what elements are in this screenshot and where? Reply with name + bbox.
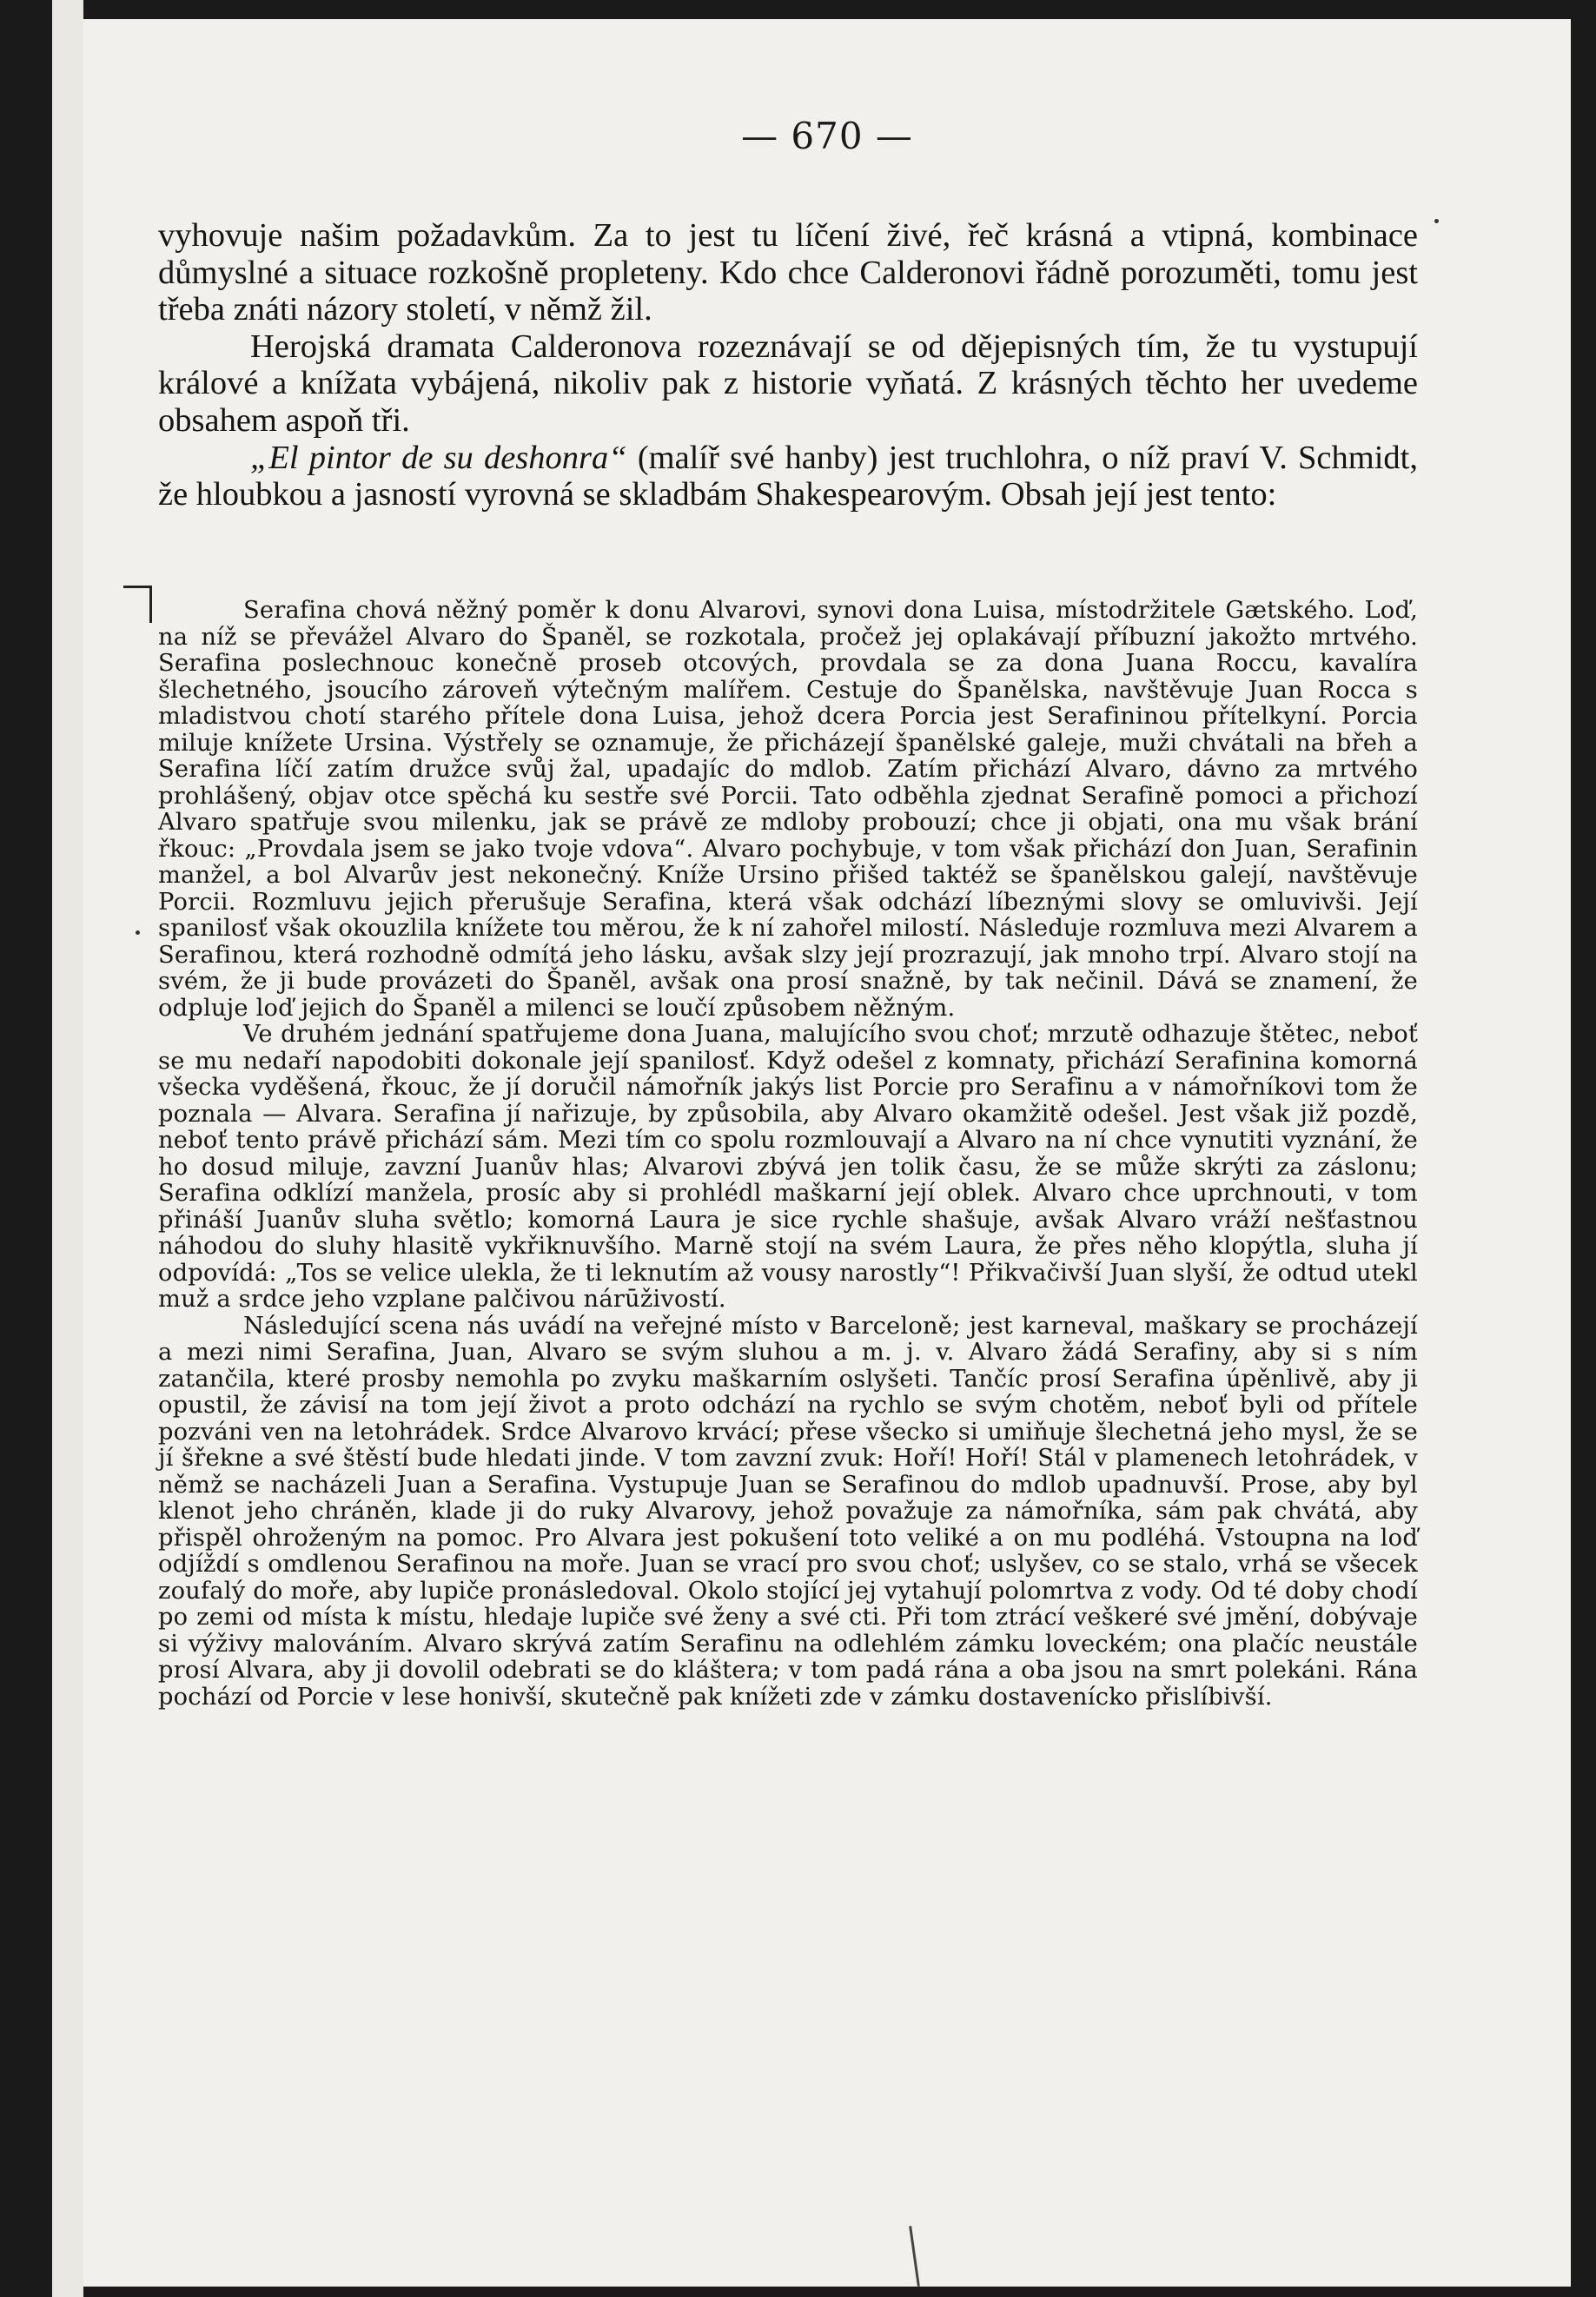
intro-paragraph-3-rest: (malíř své hanby) jest truchlohra, o níž praví V. Schmidt, že hloubkou a jasností vyrovná se skladbám Shakespearovým. Obsah její jest tento: <box>158 439 1418 513</box>
intro-paragraph-2: Herojská dramata Calderonova rozeznávají se od dějepisných tím, že tu vystupují králové a knížata vybájená, nikoliv pak z historie vyňatá. Z krásných těchto her uvedeme obsahem aspoň tři. <box>158 328 1418 439</box>
margin-bracket-mark <box>123 586 152 623</box>
page-number: — 670 — <box>741 115 913 157</box>
plot-summary <box>158 598 1418 1711</box>
document-page <box>83 19 1571 2287</box>
intro-paragraph-1: vyhovuje našim požadavkům. Za to jest tu líčení živé, řeč krásná a vtipná, kombinace důmyslné a situace rozkošně propleteny. Kdo chce Calderonovi řádně porozuměti, tomu jest třeba znáti názory století, v němž žil. <box>158 217 1418 328</box>
summary-paragraph-2: Ve druhém jednání spatřujeme dona Juana, malujícího svou choť; mrzutě odhazuje štětec, neboť se mu nedaří napodobiti dokonale její spanilosť. Když odešel z komnaty, přichází Serafinina komorná všecka vyděšená, řkouc, že jí doručil námořník jakýs list Porcie pro Serafinu a v námořníkovi tom že poznala — Alvara. Serafina jí nařizuje, by způsobila, aby Alvaro okamžitě odešel. Jest však již pozdě, neboť tento právě přichází sám. Mezi tím co spolu rozmlouvají a Alvaro na ní chce vynutiti vyznání, že ho dosud miluje, zavzní Juanův hlas; Alvarovi zbývá jen tolik času, že se může skrýti za záslonu; Serafina odklízí manžela, prosíc aby si prohlédl maškarní její oblek. Alvaro chce uprchnouti, v tom přináší Juanův sluha světlo; komorná Laura je sice rychle shašuje, avšak Alvaro vráží nešťastnou náhodou do sluhy hlasitě vykřiknuvšího. Marně stojí na svém Laura, že přes něho klopýtla, sluha jí odpovídá: „Tos se velice ulekla, že ti leknutím až vousy narostly“! Přikvačivší Juan slyší, že odtud utekl muž a srdce jeho vzplane palčivou nárūživostí. <box>158 1021 1418 1313</box>
page-edge <box>52 0 83 2297</box>
summary-paragraph-1: Serafina chová něžný poměr k donu Alvarovi, synovi dona Luisa, místodržitele Gætského. Loď, na níž se převážel Alvaro do Španěl, se rozkotala, pročež jej oplakávají příbuzní jakožto mrtvého. Serafina poslechnouc konečně proseb otcových, provdala se za dona Juana Roccu, kavalíra šlechetného, jsoucího zároveň výtečným malířem. Cestuje do Španělska, navštěvuje Juan Rocca s mladistvou chotí starého přítele dona Luisa, jehož dcera Porcia jest Serafininou přítelkyní. Porcia miluje knížete Ursina. Výstřely se oznamuje, že přicházejí španělské galeje, muži chvátali na břeh a Serafina líčí zatím družce svůj žal, upadajíc do mdlob. Zatím přichází Alvaro, dávno za mrtvého prohlášený, objav otce spěchá ku sestře své Porcii. Tato odběhla zjednat Serafině pomoci a přichozí Alvaro spatřuje svou milenku, jak se právě ze mdloby probouzí; chce ji objati, ona mu však brání řkouc: „Provdala jsem se jako tvoje vdova“. Alvaro pochybuje, v tom však přichází don Juan, Serafinin manžel, a bol Alvarův jest nekonečný. Kníže Ursino přišed taktéž se španělskou galejí, navštěvuje Porcii. Rozmluvu jejich přerušuje Serafina, která však odchází líbeznými slovy se omluvivši. Její spanilosť však okouzlila knížete tou měrou, že k ní zahořel milostí. Následuje rozmluva mezi Alvarem a Serafinou, která rozhodně odmítá jeho lásku, avšak slzy její prozrazují, jak mnoho trpí. Alvaro stojí na svém, že ji bude provázeti do Španěl, avšak ona prosí snažně, by tak nečinil. Dává se znamení, že odpluje loď jejich do Španěl a milenci se loučí způsobem něžným. <box>158 597 1418 1022</box>
intro-paragraph-3 <box>158 440 1418 513</box>
margin-dot <box>136 930 140 935</box>
play-title: „El pintor de su deshonra“ <box>250 439 627 476</box>
pencil-mark <box>909 2226 920 2287</box>
summary-paragraph-3: Následující scena nás uvádí na veřejné místo v Barceloně; jest karneval, maškary se procházejí a mezi nimi Serafina, Juan, Alvaro se svým sluhou a m. j. v. Alvaro žádá Serafiny, aby si s ním zatančila, které prosby nemohla po zvyku maškarním oslyšeti. Tančíc prosí Serafina úpěnlivě, aby ji opustil, že závisí na tom její život a proto odchází na rychlo se svým chotěm, neboť byli od přítele pozváni ven na letohrádek. Srdce Alvarovo krvácí; přese všecko si umiňuje šlechetná jeho mysl, že se jí šřekne a své štěstí bude hledati jinde. V tom zavzní zvuk: Hoří! Hoří! Stál v plamenech letohrádek, v němž se nacházeli Juan a Serafina. Vystupuje Juan se Serafinou do mdlob upadnuvší. Prose, aby byl klenot jeho chráněn, klade ji do ruky Alvarovy, jehož považuje za námořníka, sám pak chvátá, aby přispěl ohroženým na pomoc. Pro Alvara jest pokušení toto veliké a on mu podléhá. Vstoupna na loď odjíždí s omdlenou Serafinou na moře. Juan se vrací pro svou choť; uslyšev, co se stalo, vrhá se všecek zoufalý do moře, aby lupiče pronásledoval. Okolo stojící jej vytahují polomrtva z vody. Od té doby chodí po zemi od místa k místu, hledaje lupiče své ženy a své cti. Při tom ztrácí veškeré své jmění, dobývaje si výživy malováním. Alvaro skrývá zatím Serafinu na odlehlém zámku loveckém; ona plačíc neustále prosí Alvara, aby ji dovolil odebrati se do kláštera; v tom padá rána a oba jsou na smrt polekáni. Rána pochází od Porcie v lese honivší, skutečně pak knížeti zde v zámku dostavenícko přislíbivší. <box>158 1312 1418 1711</box>
intro-text <box>158 217 1418 513</box>
margin-dot <box>1434 219 1439 223</box>
